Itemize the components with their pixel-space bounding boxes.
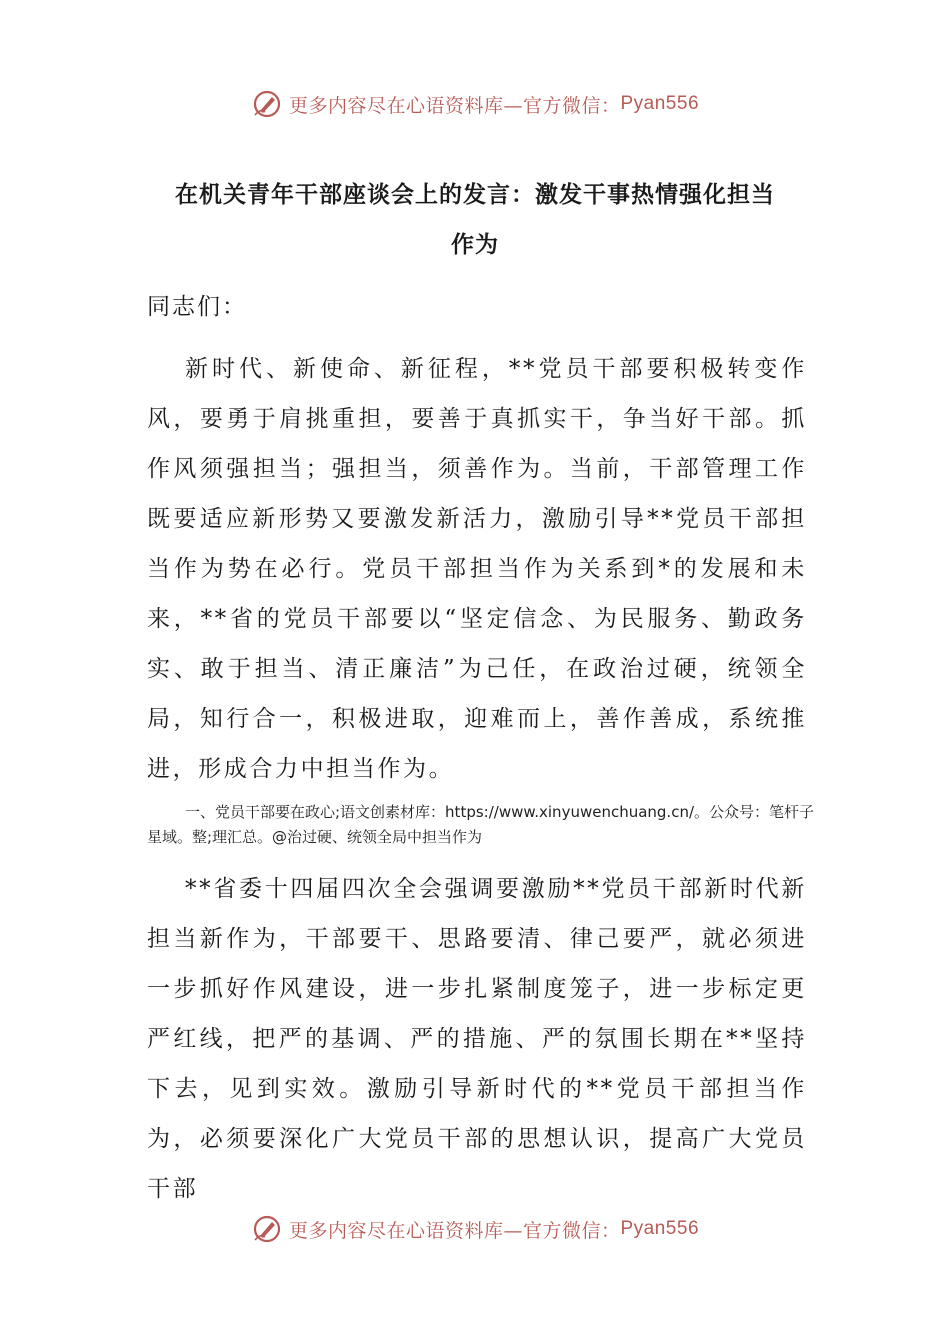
body-paragraph: 新时代、新使命、新征程，**党员干部要积极转变作风，要勇于肩挑重担，要善于真抓实干，争当好干部。抓作风须强担当；强担当，须善作为。当前，干部管理工作既要适应新形势又要激发新活力，激励引导**党员干部担当作为势在必行。党员干部担当作为关系到*的发展和未来，**省的党员干部要以“坚定信念、为民服务、勤政务实、敢于担当、清正廉洁”为己任，在政治过硬，统领全局，知行合一，积极进取，迎难而上，善作善成，系统推进，形成合力中担当作为。 <box>147 356 807 782</box>
section-heading: 一、党员干部要在政心;语文创素材库：https://www.xinyuwenchuang.cn/。公众号：笔杆子星域。整;理汇总。@治过硬、统领全局中担当作为 <box>147 803 815 846</box>
body-paragraph: **省委十四届四次全会强调要激励**党员干部新时代新担当新作为，干部要干、思路要清、律己要严，就必须进一步抓好作风建设，进一步扎紧制度笼子，进一步标定更严红线，把严的基调、严的措施、严的氛围长期在**坚持下去，见到实效。激励引导新时代的**党员干部担当作为，必须要深化广大党员干部的思想认识，提高广大党员干部 <box>147 876 807 1202</box>
watermark-banner-bottom <box>0 1209 950 1249</box>
watermark-handle: Pyan556 <box>620 1218 700 1239</box>
watermark-banner-top <box>0 84 950 124</box>
watermark-text: 更多内容尽在心语资料库—官方微信： <box>288 1219 621 1242</box>
watermark-text: 更多内容尽在心语资料库—官方微信： <box>288 94 621 117</box>
pen-logo-icon <box>251 1213 283 1245</box>
document-title-line2: 作为 <box>451 232 499 258</box>
greeting: 同志们： <box>147 294 247 320</box>
pen-logo-icon <box>251 88 283 120</box>
watermark-handle: Pyan556 <box>620 93 700 114</box>
document-title-line1: 在机关青年干部座谈会上的发言：激发干事热情强化担当 <box>175 182 775 208</box>
